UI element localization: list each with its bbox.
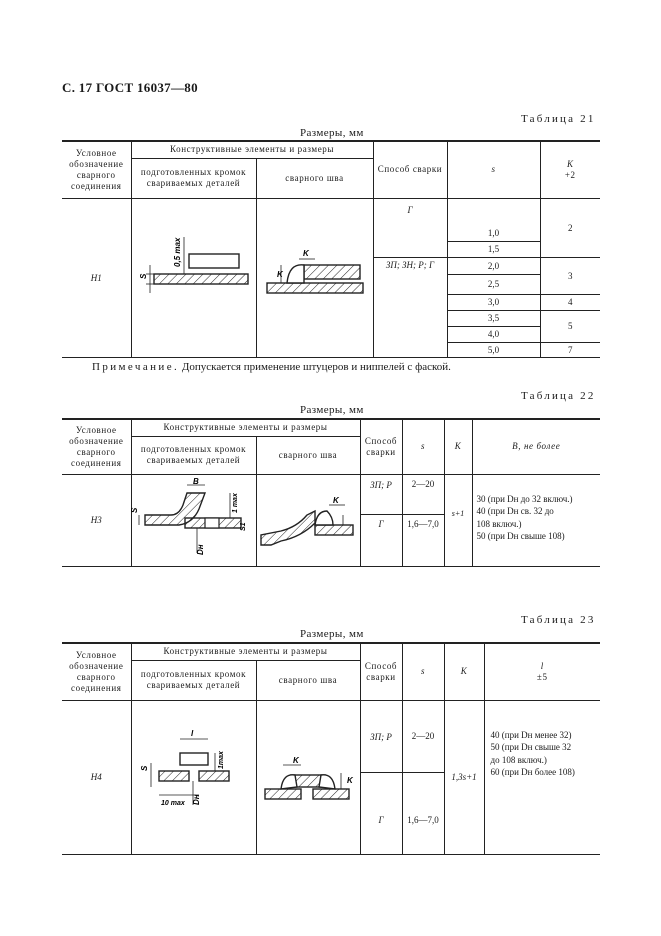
- col-prepared: подготовленных кромок свариваемых деталей: [131, 660, 256, 700]
- k-label: K: [293, 756, 299, 765]
- prepared-edges-drawing: [133, 701, 255, 851]
- k-label-2: K: [347, 776, 353, 785]
- k-value-2: 2: [540, 198, 600, 257]
- col-method: Способ сварки: [373, 141, 447, 198]
- col-s: s: [402, 419, 444, 474]
- method-multi: ЗП; ЗН; Р; Г: [373, 257, 447, 357]
- col-s: s: [402, 643, 444, 700]
- l-values: [484, 700, 600, 854]
- lmax-label: 1max: [217, 751, 225, 769]
- joint-code: Н1: [62, 198, 131, 357]
- s-range: 1,6—7,0: [402, 772, 444, 854]
- note-text: Допускается применение штуцеров и ниппелей с фаской.: [179, 361, 451, 373]
- table-22-caption: Таблица 22: [521, 390, 596, 402]
- table-23: [62, 642, 600, 855]
- s-value: 3,0: [447, 294, 540, 310]
- l-line: 60 (при Dн более 108): [490, 767, 575, 777]
- s-label: S: [138, 273, 148, 279]
- joint-code: Н3: [62, 474, 131, 566]
- b-line: 40 (при Dн св. 32 до: [476, 506, 554, 516]
- col-struct: Конструктивные элементы и размеры: [131, 141, 373, 158]
- k-value-4: 4: [540, 294, 600, 310]
- l-line: до 108 включ.): [490, 754, 547, 765]
- k-formula: s+1: [444, 474, 472, 566]
- k-value-5: 5: [540, 310, 600, 342]
- b-line: 30 (при Dн до 32 включ.): [476, 493, 573, 504]
- s-spacer: [447, 198, 540, 225]
- weld-drawing: [259, 207, 371, 347]
- joint-code: Н4: [62, 700, 131, 854]
- k-formula: 1,3s+1: [444, 700, 484, 854]
- col-s: s: [447, 141, 540, 198]
- s-value: 3,5: [447, 310, 540, 326]
- s-range: 2—20: [402, 474, 444, 514]
- b-label: B: [192, 477, 199, 486]
- method-g: Г: [360, 514, 402, 566]
- page-header: С. 17 ГОСТ 16037—80: [62, 80, 198, 95]
- dn-label: Dн: [191, 794, 201, 805]
- table-22: [62, 418, 600, 567]
- note: [92, 361, 451, 373]
- col-prepared: подготовленных кромок свариваемых деталей: [131, 436, 256, 474]
- s-value: 1,5: [447, 241, 540, 257]
- col-k-tol: +2: [564, 169, 576, 180]
- col-struct: Конструктивные элементы и размеры: [131, 643, 360, 660]
- method-zp-r: ЗП; Р: [360, 474, 402, 514]
- s-value: 2,0: [447, 257, 540, 274]
- s-range: 1,6—7,0: [402, 514, 444, 566]
- col-k: K: [444, 419, 472, 474]
- s-value: 2,5: [447, 274, 540, 294]
- col-symbol: Условное обозначение сварного соединения: [62, 141, 131, 198]
- col-b: B, не более: [472, 419, 600, 474]
- tenmax-label: 10 max: [160, 800, 185, 807]
- col-symbol: Условное обозначение сварного соединения: [62, 643, 131, 700]
- weld-drawing: [257, 701, 359, 851]
- col-weld: сварного шва: [256, 436, 360, 474]
- col-method: Способ сварки: [360, 643, 402, 700]
- weld-figure: [256, 198, 373, 357]
- k-label: K: [302, 248, 309, 258]
- prepared-edges-drawing: [134, 207, 254, 347]
- s-label: S: [139, 765, 149, 771]
- table-23-caption: Таблица 23: [521, 614, 596, 626]
- weld-figure: [256, 474, 360, 566]
- s-label: S: [129, 507, 139, 513]
- k-label: K: [333, 496, 339, 505]
- k-value-7: 7: [540, 342, 600, 357]
- s-value: 5,0: [447, 342, 540, 357]
- b-values: [472, 474, 600, 566]
- s-value: 4,0: [447, 326, 540, 342]
- l-line: 40 (при Dн менее 32): [490, 729, 572, 740]
- col-k: K: [444, 643, 484, 700]
- prepared-edges-figure: [131, 198, 256, 357]
- col-l: [484, 643, 600, 700]
- s1-label: S1: [239, 522, 247, 531]
- col-k: [540, 141, 600, 198]
- col-l-tol: ±5: [536, 671, 548, 682]
- table-21-caption: Таблица 21: [521, 113, 596, 125]
- col-method: Способ сварки: [360, 419, 402, 474]
- table-23-sizes-label: Размеры, мм: [300, 628, 364, 640]
- method-g: Г: [373, 198, 447, 257]
- col-symbol: Условное обозначение сварного соединения: [62, 419, 131, 474]
- dn-label: Dн: [195, 544, 205, 555]
- b-line: 50 (при Dн свыше 108): [476, 531, 565, 541]
- method-zp-r: ЗП; Р: [360, 700, 402, 772]
- col-k-label: K: [566, 158, 574, 169]
- b-line: 108 включ.): [476, 518, 522, 529]
- col-struct: Конструктивные элементы и размеры: [131, 419, 360, 436]
- l-line: 50 (при Dн свыше 32: [490, 742, 572, 752]
- col-weld: сварного шва: [256, 158, 373, 198]
- lmax-label: 1 max: [231, 493, 239, 513]
- l-label: l: [190, 729, 193, 738]
- table-21-sizes-label: Размеры, мм: [300, 127, 364, 139]
- prepared-edges-figure: [131, 700, 256, 854]
- k-label-2: K: [276, 269, 283, 279]
- col-l-label: l: [540, 660, 544, 671]
- gap-label: 0,5 max: [172, 237, 182, 267]
- table-21: [62, 140, 600, 358]
- k-value-3: 3: [540, 257, 600, 294]
- prepared-edges-figure: [131, 474, 256, 566]
- prepared-edges-drawing: [129, 475, 255, 563]
- weld-drawing: [257, 475, 359, 563]
- col-prepared: подготовленных кромок свариваемых деталей: [131, 158, 256, 198]
- s-value: 1,0: [447, 225, 540, 241]
- s-range: 2—20: [402, 700, 444, 772]
- col-weld: сварного шва: [256, 660, 360, 700]
- weld-figure: [256, 700, 360, 854]
- note-lead: Примечание.: [92, 361, 180, 373]
- method-g: Г: [360, 772, 402, 854]
- table-22-sizes-label: Размеры, мм: [300, 404, 364, 416]
